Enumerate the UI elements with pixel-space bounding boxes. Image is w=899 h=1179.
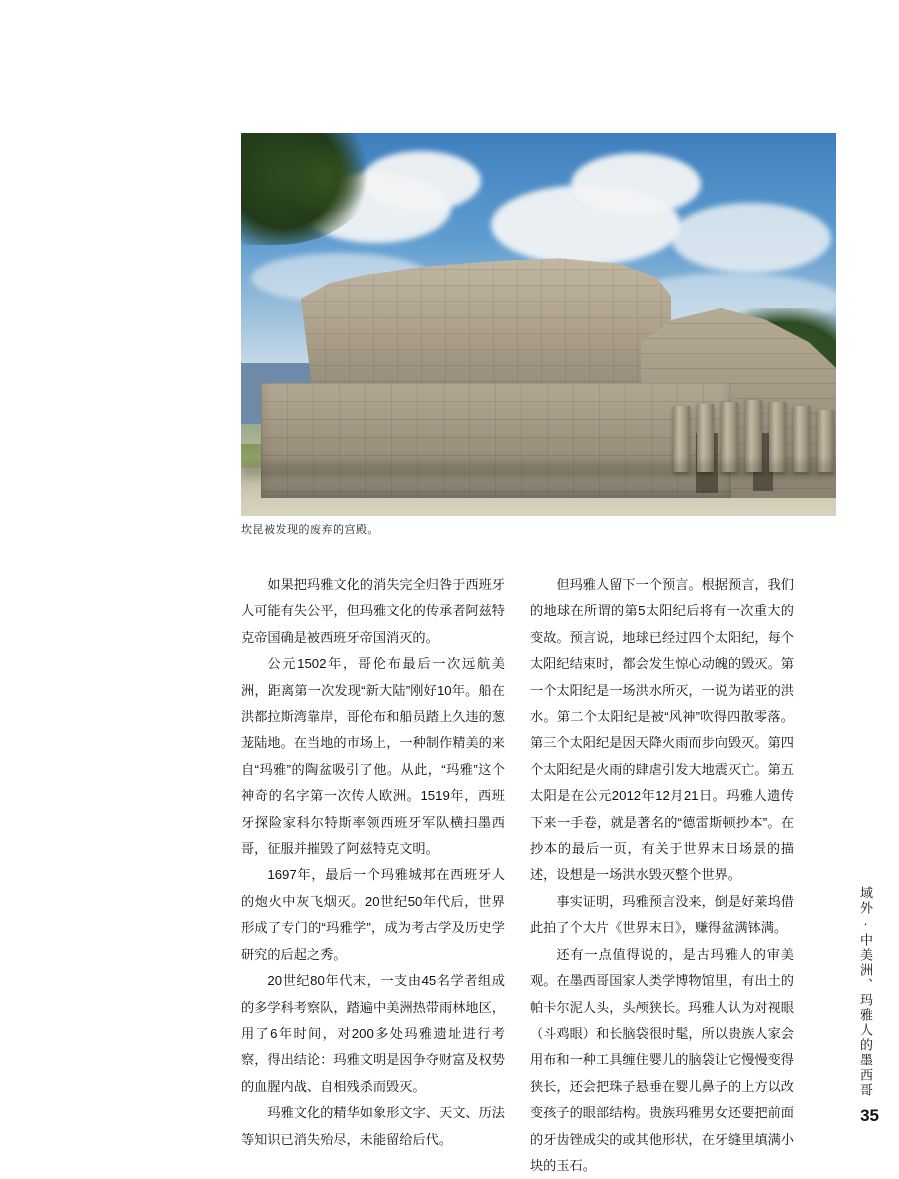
paragraph: 还有一点值得说的，是古玛雅人的审美观。在墨西哥国家人类学博物馆里，有出土的帕卡尔泥人头，头颅狭长。玛雅人认为对视眼（斗鸡眼）和长脑袋很时髦，所以贵族人家会用布和一种工具缠住婴儿的脑袋让它慢慢变得狭长，还会把珠子悬垂在婴儿鼻子的上方以改变孩子的眼部结构。贵族玛雅男女还要把前面的牙齿锉成尖的或其他形状，在牙缝里填满小块的玉石。 [530,946,794,1173]
body-text-column-left [241,572,505,1153]
cloud [671,203,831,273]
figure-caption: 坎昆被发现的废弃的宫殿。 [241,524,379,536]
paragraph: 公元1502年，哥伦布最后一次远航美洲，距离第一次发现“新大陆”刚好10年。船在洪都拉斯湾靠岸，哥伦布和船员踏上久违的葱茏陆地。在当地的市场上，一种制作精美的来自“玛雅”的陶盆吸引了他。从此，“玛雅”这个神奇的名字第一次传人欧洲。1519年，西班牙探险家科尔特斯率领西班牙军队横扫墨西哥，征服并摧毁了阿兹特克文明。 [241,656,505,857]
running-side-title: 域外·中美洲、玛雅人的墨西哥 [858,886,873,1098]
ruins-photo [241,133,836,516]
paragraph: 事实证明，玛雅预言没来，倒是好莱坞借此拍了个大片《世界末日》，赚得盆满钵满。 [530,893,794,936]
paragraph: 20世纪80年代末，一支由45名学者组成的多学科考察队，踏遍中美洲热带雨林地区，用了6年时间，对200多处玛雅遗址进行考察，得出结论：玛雅文明是因争夺财富及权势的血腥内战、自相残杀而毁灭。 [241,973,505,1094]
page-number: 35 [860,1106,879,1125]
cloud [571,153,701,215]
temple-stone-wall [261,383,731,498]
figure [241,133,836,516]
paragraph: 但玛雅人留下一个预言。根据预言，我们的地球在所谓的第5太阳纪后将有一次重大的变故。预言说，地球已经过四个太阳纪，每个太阳纪结束时，都会发生惊心动魄的毁灭。第一个太阳纪是一场洪水所灭，一说为诺亚的洪水。第二个太阳纪是被“风神”吹得四散零落。第三个太阳纪是因天降火雨而步向毁灭。第四个太阳纪是火雨的肆虐引发大地震灭亡。第五太阳是在公元2012年12月21日。玛雅人遗传下来一手卷，就是著名的“德雷斯顿抄本”。在抄本的最后一页，有关于世界末日场景的描述，设想是一场洪水毁灭整个世界。 [530,577,794,883]
ground-shadow [241,462,836,478]
foliage [281,143,371,213]
paragraph: 玛雅文化的精华如象形文字、天文、历法等知识已消失殆尽，未能留给后代。 [241,1105,505,1147]
paragraph: 1697年，最后一个玛雅城邦在西班牙人的炮火中灰飞烟灭。20世纪50年代后，世界形成了专门的“玛雅学”，成为考古学及历史学研究的后起之秀。 [241,867,505,962]
paragraph: 如果把玛雅文化的消失完全归咎于西班牙人可能有失公平，但玛雅文化的传承者阿兹特克帝国确是被西班牙帝国消灭的。 [241,577,505,645]
body-text-column-right [530,572,794,1179]
